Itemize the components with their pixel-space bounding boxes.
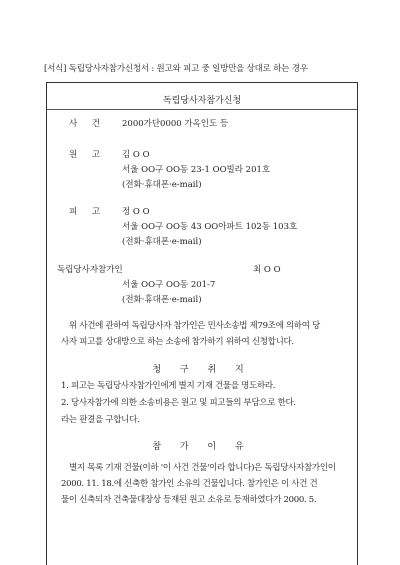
- intervenor-label: 독립당사자참가인: [57, 265, 123, 275]
- case-value: 2000가단0000 가옥인도 등: [122, 119, 229, 129]
- claim-line-3: 라는 판결을 구합니다.: [61, 415, 140, 425]
- intro-line-1: 위 사건에 관하여 독립당사자 참가인은 민사소송법 제79조에 의하여 당: [69, 321, 320, 331]
- reason-line-2: 2000. 11. 18.에 신축한 참가인 소유의 건물입니다. 참가인은 이 사건 건: [61, 479, 318, 489]
- reason-section-title: 참 가 이 유: [152, 442, 252, 452]
- application-document: [46, 82, 358, 565]
- claim-section-title: 청 구 취 지: [152, 365, 252, 375]
- case-label: 사 건: [69, 119, 107, 129]
- defendant-name: 정 O O: [122, 207, 150, 217]
- plaintiff-label: 원 고: [69, 150, 107, 160]
- form-header: [서식] 독립당사자참가신청서 : 원고와 피고 중 일방만을 상대로 하는 경우: [44, 64, 308, 74]
- reason-line-3: 물이 신축되자 건축물대장상 등재된 원고 소유로 등재하였다가 2000. 5.: [61, 495, 317, 505]
- claim-line-2: 2. 당사자참가에 의한 소송비용은 원고 및 피고들의 부담으로 한다.: [61, 398, 296, 408]
- defendant-contact: (전화·휴대폰·e-mail): [122, 237, 202, 247]
- title-divider: [47, 109, 357, 110]
- intervenor-address: 서울 OO구 OO동 201-7: [122, 280, 216, 290]
- reason-line-1: 별지 목록 기재 건물(이하 '이 사건 건물'이라 합니다)은 독립당사자참가인이: [69, 463, 336, 473]
- plaintiff-contact: (전화·휴대폰·e-mail): [122, 180, 202, 190]
- intervenor-contact: (전화·휴대폰·e-mail): [122, 295, 202, 305]
- document-title: 독립당사자참가신청: [162, 96, 242, 106]
- plaintiff-name: 김 O O: [122, 150, 150, 160]
- defendant-address: 서울 OO구 OO동 43 OO아파트 102동 103호: [122, 222, 298, 232]
- plaintiff-address: 서울 OO구 OO동 23-1 OO빌라 201호: [122, 165, 271, 175]
- intervenor-name: 최 O O: [253, 265, 281, 275]
- intro-line-2: 사자 피고를 상대방으로 하는 소송에 참가하기 위하여 신청합니다.: [61, 337, 294, 347]
- defendant-label: 피 고: [69, 207, 107, 217]
- claim-line-1: 1. 피고는 독립당사자참가인에게 별지 기재 건물을 명도하라.: [61, 381, 276, 391]
